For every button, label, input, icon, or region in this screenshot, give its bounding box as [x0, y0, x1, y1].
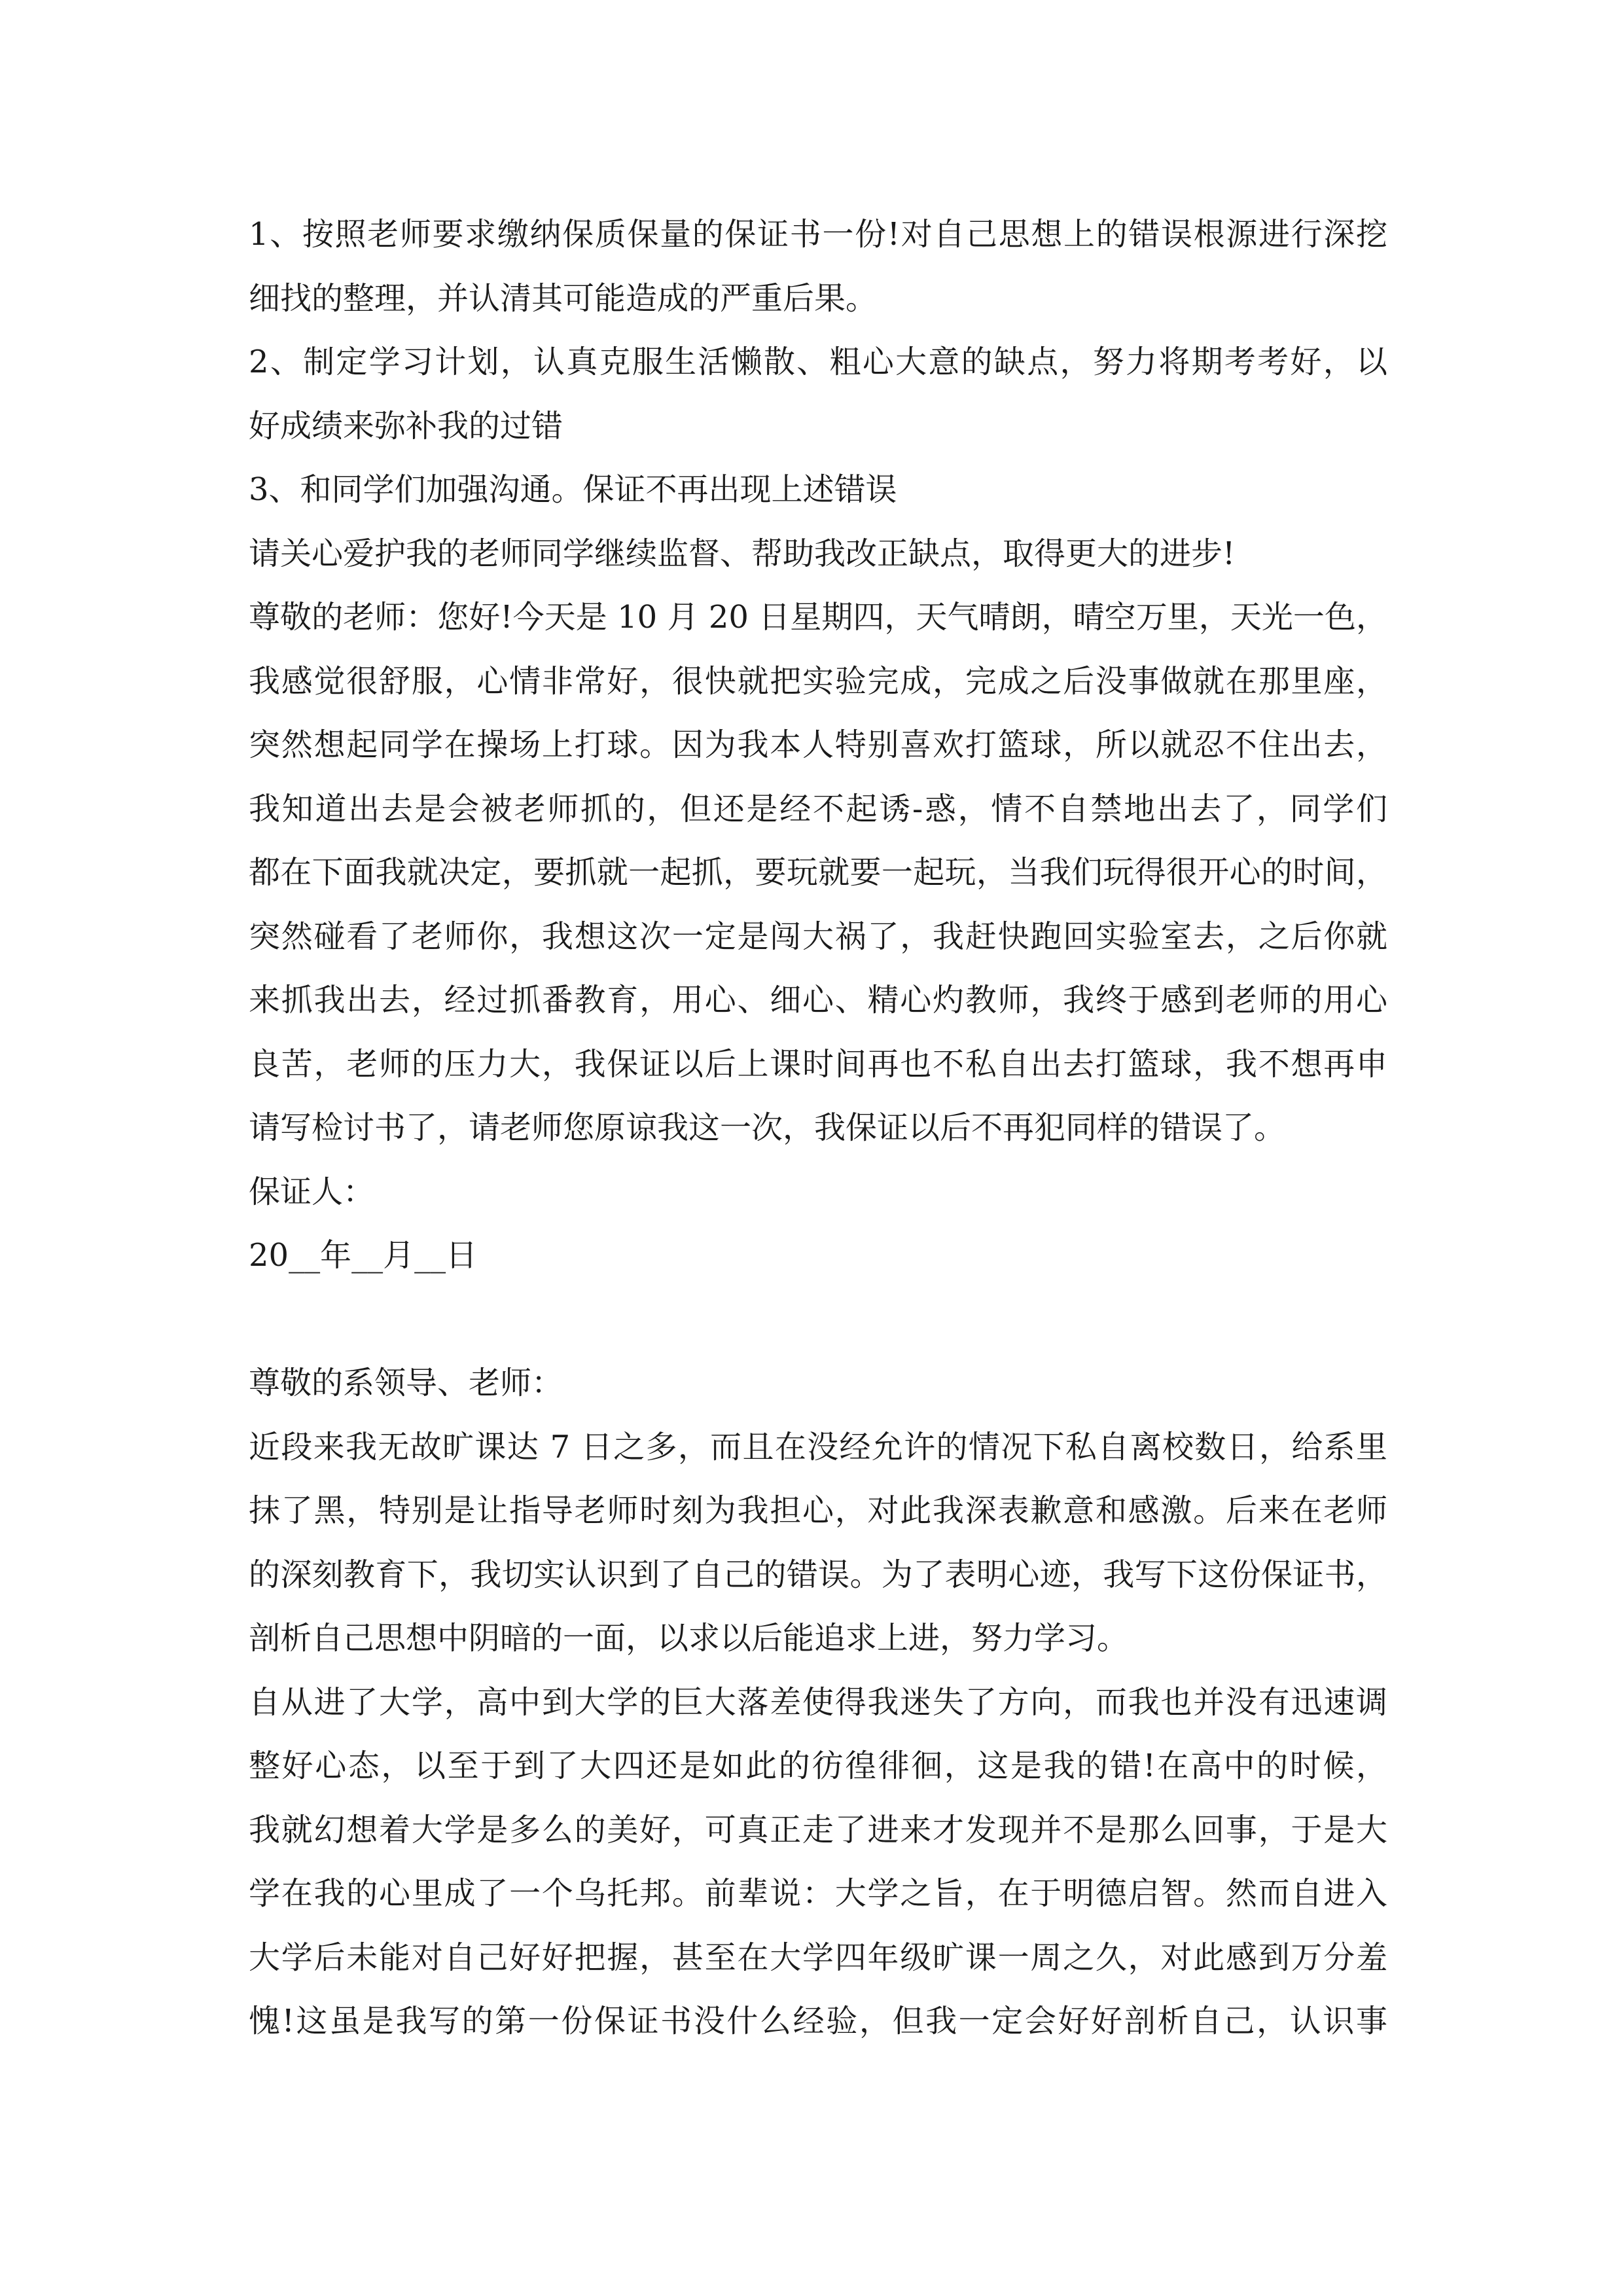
paragraph-line: 突然碰看了老师你，我想这次一定是闯大祸了，我赶快跑回实验室去，之后你就 [249, 918, 1387, 955]
paragraph-line: 我就幻想着大学是多么的美好，可真正走了进来才发现并不是那么回事，于是大 [249, 1811, 1387, 1848]
paragraph-line: 大学后未能对自己好好把握，甚至在大学四年级旷课一周之久，对此感到万分羞 [249, 1939, 1387, 1976]
paragraph-line: 良苦，老师的压力大，我保证以后上课时间再也不私自出去打篮球，我不想再申 [249, 1045, 1387, 1083]
paragraph-line: 1、按照老师要求缴纳保质保量的保证书一份!对自己思想上的错误根源进行深挖 [249, 216, 1387, 253]
date-line: 20__年__月__日 [249, 1237, 478, 1274]
signature-label: 保证人： [249, 1173, 375, 1210]
pledge-section-1 [249, 203, 1387, 1288]
paragraph-line: 来抓我出去，经过抓番教育，用心、细心、精心灼教师，我终于感到老师的用心 [249, 982, 1387, 1018]
pledge-section-2 [249, 1352, 1387, 2054]
paragraph-line: 细找的整理，并认清其可能造成的严重后果。 [249, 279, 878, 317]
salutation: 尊敬的系领导、老师： [249, 1365, 563, 1401]
paragraph-line: 突然想起同学在操场上打球。因为我本人特别喜欢打篮球，所以就忍不住出去， [249, 726, 1387, 763]
paragraph-line: 愧!这虽是我写的第一份保证书没什么经验，但我一定会好好剖析自己，认识事 [249, 2003, 1387, 2039]
document-body [249, 203, 1387, 2054]
paragraph-line: 都在下面我就决定，要抓就一起抓，要玩就要一起玩，当我们玩得很开心的时间， [249, 854, 1387, 891]
paragraph-line: 好成绩来弥补我的过错 [249, 407, 563, 444]
paragraph-line: 学在我的心里成了一个乌托邦。前辈说：大学之旨，在于明德启智。然而自进入 [249, 1875, 1387, 1912]
paragraph-line: 请关心爱护我的老师同学继续监督、帮助我改正缺点，取得更大的进步! [249, 535, 1236, 572]
section-spacer [249, 1288, 1387, 1352]
paragraph-line: 自从进了大学，高中到大学的巨大落差使得我迷失了方向，而我也并没有迅速调 [249, 1683, 1387, 1721]
paragraph-line: 抹了黑，特别是让指导老师时刻为我担心，对此我深表歉意和感激。后来在老师 [249, 1492, 1387, 1529]
paragraph-line: 我感觉很舒服，心情非常好，很快就把实验完成，完成之后没事做就在那里座， [249, 662, 1387, 700]
paragraph-line: 我知道出去是会被老师抓的，但还是经不起诱-惑，情不自禁地出去了，同学们 [249, 790, 1387, 827]
paragraph-line: 的深刻教育下，我切实认识到了自己的错误。为了表明心迹，我写下这份保证书， [249, 1556, 1387, 1593]
paragraph-line: 请写检讨书了，请老师您原谅我这一次，我保证以后不再犯同样的错误了。 [249, 1109, 1286, 1146]
paragraph-line: 2、制定学习计划，认真克服生活懒散、粗心大意的缺点，努力将期考考好，以 [249, 344, 1387, 380]
paragraph-line: 剖析自己思想中阴暗的一面，以求以后能追求上进，努力学习。 [249, 1620, 1129, 1657]
paragraph-line: 3、和同学们加强沟通。保证不再出现上述错误 [249, 471, 897, 508]
paragraph-line: 近段来我无故旷课达 7 日之多，而且在没经允许的情况下私自离校数日，给系里 [249, 1428, 1387, 1465]
paragraph-line: 尊敬的老师：您好!今天是 10 月 20 日星期四，天气晴朗，晴空万里，天光一色， [249, 599, 1387, 636]
paragraph-line: 整好心态，以至于到了大四还是如此的彷徨徘徊，这是我的错!在高中的时候， [249, 1748, 1387, 1784]
